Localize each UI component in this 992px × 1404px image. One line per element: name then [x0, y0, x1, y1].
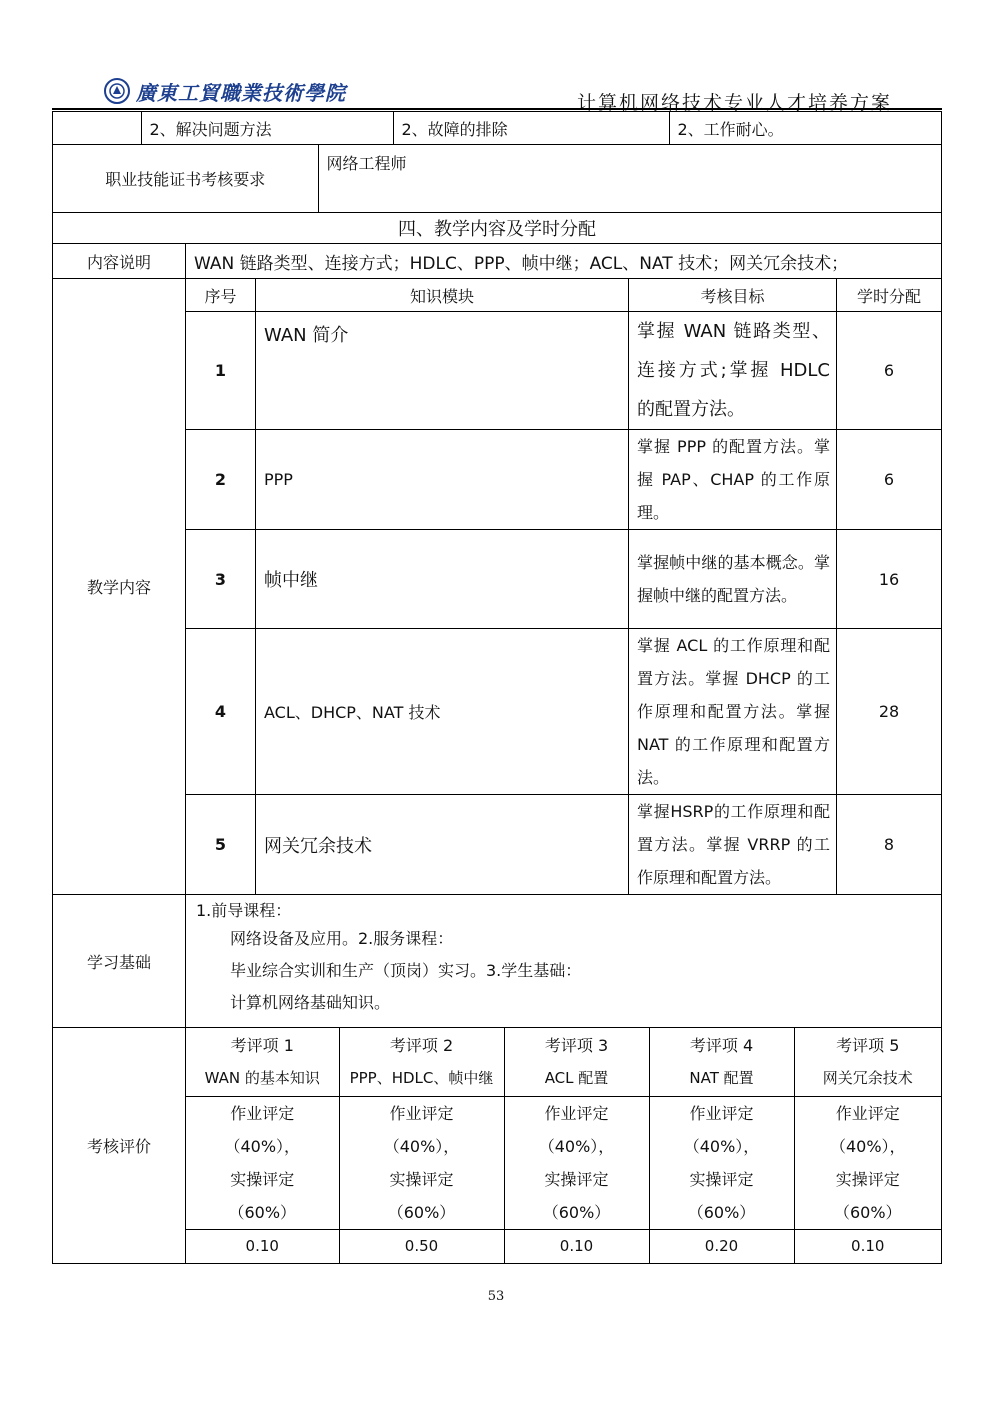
section-title: 四、教学内容及学时分配	[53, 213, 942, 244]
school-logo	[104, 76, 346, 106]
table-row	[53, 312, 942, 430]
header-goal: 考核目标	[629, 279, 837, 312]
cert-value: 网络工程师	[318, 145, 942, 212]
table-row	[53, 795, 942, 895]
row-goal: 掌握 ACL 的工作原理和配置方法。掌握 DHCP 的工作原理和配置方法。掌握 NAT 的工作原理和配置方法。	[629, 629, 837, 795]
top-row-cell-d: 2、工作耐心。	[669, 112, 942, 144]
row-no: 5	[186, 795, 256, 895]
assessment-method	[339, 1096, 504, 1229]
page-number: 53	[487, 1289, 505, 1304]
basis-label: 学习基础	[53, 895, 186, 1028]
assessment-item-title: 考评项 5	[836, 1035, 900, 1055]
assessment-item-name: 网关冗余技术	[822, 1068, 913, 1087]
syllabus-table	[52, 111, 942, 1264]
header-module: 知识模块	[256, 279, 629, 312]
method-percent: （40%），	[538, 1136, 615, 1156]
school-name: 廣東工貿職業技術學院	[136, 80, 346, 105]
method-label: 作业评定	[230, 1103, 295, 1123]
method-label: 作业评定	[544, 1103, 609, 1123]
assessment-method	[794, 1096, 941, 1229]
basis-line: 1.前导课程：	[196, 901, 292, 920]
row-hours: 6	[837, 312, 942, 430]
table-row	[53, 629, 942, 795]
school-emblem-icon	[104, 78, 130, 104]
row-hours: 28	[837, 629, 942, 795]
row-module: 网关冗余技术	[256, 795, 629, 895]
header-divider	[52, 108, 942, 110]
assessment-item	[339, 1028, 504, 1096]
method-label: 实操评定	[835, 1169, 900, 1189]
method-percent: （40%），	[383, 1136, 460, 1156]
basis-line: 计算机网络基础知识。	[230, 993, 391, 1012]
row-no: 2	[186, 430, 256, 530]
assessment-item-title: 考评项 2	[389, 1035, 454, 1055]
assessment-item	[649, 1028, 794, 1096]
method-percent: （60%）	[687, 1202, 756, 1222]
row-module: ACL、DHCP、NAT 技术	[256, 629, 629, 795]
basis-line: 网络设备及应用。2.服务课程：	[230, 929, 454, 948]
assessment-item-name: WAN 的基本知识	[204, 1068, 320, 1087]
row-goal: 掌握 PPP 的配置方法。掌握 PAP、CHAP 的工作原理。	[629, 430, 837, 530]
method-label: 实操评定	[389, 1169, 454, 1189]
method-percent: （60%）	[542, 1202, 611, 1222]
table-row	[53, 430, 942, 530]
assessment-method	[649, 1096, 794, 1229]
top-row-cell-b: 2、解决问题方法	[141, 112, 393, 144]
row-module: 帧中继	[256, 530, 629, 629]
assessment-weight: 0.50	[339, 1229, 504, 1263]
row-hours: 6	[837, 430, 942, 530]
row-module: PPP	[256, 430, 629, 530]
content-desc-value: WAN 链路类型、连接方式；HDLC、PPP、帧中继；ACL、NAT 技术；网关冗余技术；	[186, 244, 942, 279]
header-no: 序号	[186, 279, 256, 312]
method-label: 作业评定	[389, 1103, 454, 1123]
row-goal: 掌握帧中继的基本概念。掌握帧中继的配置方法。	[629, 530, 837, 629]
row-no: 3	[186, 530, 256, 629]
assessment-weight: 0.10	[794, 1229, 941, 1263]
row-no: 4	[186, 629, 256, 795]
teaching-label: 教学内容	[53, 279, 186, 895]
row-no: 1	[186, 312, 256, 430]
content-desc-label: 内容说明	[53, 244, 186, 279]
method-percent: （60%）	[228, 1202, 297, 1222]
row-goal: 掌握 WAN 链路类型、连接方式;掌握 HDLC 的配置方法。	[629, 312, 837, 430]
method-percent: （40%），	[224, 1136, 301, 1156]
assessment-item-title: 考评项 1	[230, 1035, 294, 1055]
assessment-item-title: 考评项 4	[689, 1035, 754, 1055]
method-label: 实操评定	[230, 1169, 295, 1189]
assessment-item-name: PPP、HDLC、帧中继	[349, 1068, 494, 1087]
row-goal: 掌握HSRP的工作原理和配置方法。掌握 VRRP 的工作原理和配置方法。	[629, 795, 837, 895]
top-row	[53, 112, 942, 145]
method-label: 实操评定	[544, 1169, 609, 1189]
method-percent: （60%）	[833, 1202, 902, 1222]
document-title: 计算机网络技术专业人才培养方案	[576, 92, 892, 114]
row-module: WAN 简介	[256, 312, 629, 430]
assessment-item	[186, 1028, 339, 1096]
table-row	[53, 530, 942, 629]
cert-row	[53, 145, 942, 213]
assessment-label: 考核评价	[53, 1028, 186, 1264]
assessment-weight: 0.20	[649, 1229, 794, 1263]
header-hours: 学时分配	[837, 279, 942, 312]
assessment-method	[186, 1096, 339, 1229]
assessment-item	[794, 1028, 941, 1096]
row-hours: 8	[837, 795, 942, 895]
method-percent: （40%），	[829, 1136, 906, 1156]
method-percent: （40%），	[683, 1136, 760, 1156]
assessment-method	[504, 1096, 649, 1229]
method-label: 实操评定	[689, 1169, 754, 1189]
assessment-weight: 0.10	[504, 1229, 649, 1263]
row-hours: 16	[837, 530, 942, 629]
assessment-item-title: 考评项 3	[544, 1035, 609, 1055]
assessment-weight: 0.10	[186, 1229, 339, 1263]
top-row-cell-c: 2、故障的排除	[393, 112, 669, 144]
basis-content	[186, 895, 942, 1028]
assessment-item-name: NAT 配置	[689, 1068, 754, 1087]
method-label: 作业评定	[689, 1103, 754, 1123]
assessment-grid	[186, 1028, 941, 1263]
method-label: 作业评定	[835, 1103, 900, 1123]
assessment-item-name: ACL 配置	[544, 1068, 609, 1087]
cert-label: 职业技能证书考核要求	[53, 145, 318, 212]
method-percent: （60%）	[387, 1202, 456, 1222]
basis-line: 毕业综合实训和生产（顶岗）实习。3.学生基础：	[230, 961, 582, 980]
assessment-item	[504, 1028, 649, 1096]
